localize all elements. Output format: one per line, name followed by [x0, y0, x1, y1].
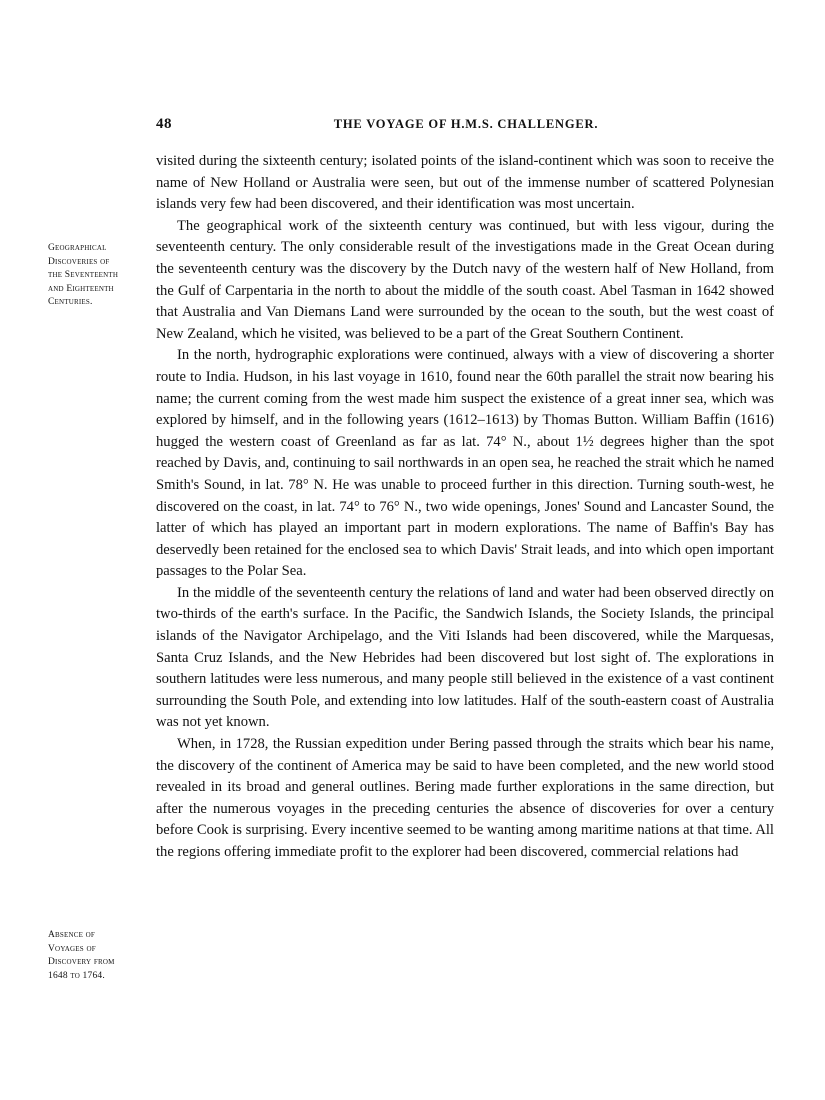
sidenote-line: 1648 to 1764.	[48, 970, 105, 981]
sidenote-line: the Seventeenth	[48, 270, 119, 280]
sidenote-line: Discovery from	[48, 957, 115, 967]
sidenote-line: and Eighteenth	[48, 283, 114, 294]
paragraph-mid-seventeenth-century: In the middle of the seventeenth century the relations of land and water had been observed directly on two-thirds of the earth's surface. In the Pacific, the Sandwich Islands, the Society Islands, the principal islands of the Navigator Archipelago, and the Viti Islands had been discovered, while the Marquesas, Santa Cruz Islands, and the New Hebrides had been discovered but lost sight of. The explorations in southern latitudes were less numerous, and many people still believed in the existence of a vast continent surrounding the South Pole, and extending into low latitudes. Half of the south-eastern coast of Australia was not yet known.	[156, 584, 774, 731]
paragraph-bering-expedition: When, in 1728, the Russian expedition under Bering passed through the straits which bear his name, the discovery of the continent of America may be said to have been completed, and the new world stood revealed in its broad and general outlines. Bering made further explorations in the same direction, but after the numerous voyages in the preceding centuries the absence of discoveries for over a century before Cook is surprising. Every incentive seemed to be wanting among maritime nations at that time. All the regions offering immediate profit to the explorer had been discovered, commercial relations had	[156, 736, 774, 860]
paragraph-continued: visited during the sixteenth century; isolated points of the island-continent which was soon to receive the name of New Holland or Australia were seen, but out of the immense number of scattered Polynesian islands very few had been discovered, and their identification was most uncertain.	[156, 153, 774, 213]
page-number: 48	[156, 116, 172, 132]
sidenote-geographical-discoveries	[48, 242, 158, 310]
paragraph-northern-explorations: In the north, hydrographic explorations were continued, always with a view of discovering a shorter route to India. Hudson, in his last voyage in 1610, found near the 60th parallel the strait now bearing his name; the current coming from the west made him suspect the existence of a great inner sea, which was explored by himself, and in the following years (1612–1613) by Thomas Button. William Baffin (1616) hugged the western coast of Greenland as far as lat. 74° N., about 1½ degrees higher than the spot reached by Davis, and, continuing to sail northwards in an open sea, he reached the strait which he named Smith's Sound, in lat. 78° N. He was unable to proceed further in this direction. Turning south-west, he discovered on the coast, in lat. 74° to 76° N., two wide openings, Jones' Sound and Lancaster Sound, the latter of which has played an important part in modern explorations. The name of Baffin's Bay has deservedly been retained for the enclosed sea to which Davis' Strait leads, and into which open important passages to the Polar Sea.	[156, 347, 775, 580]
sidenote-line: Voyages of	[48, 943, 96, 954]
sidenote-line: Discoveries of	[48, 256, 110, 267]
sidenote-absence-of-voyages	[48, 929, 158, 983]
running-title: THE VOYAGE OF H.M.S. CHALLENGER.	[333, 117, 599, 131]
body-text	[156, 151, 774, 864]
sidenote-line: Centuries.	[48, 297, 93, 307]
sidenote-line: Absence of	[48, 930, 96, 940]
paragraph-seventeenth-century: The geographical work of the sixteenth century was continued, but with less vigour, during the seventeenth century. The only considerable result of the investigations made in the Great Ocean during the seventeenth century was the discovery by the Dutch navy of the western half of New Holland, from the Gulf of Carpentaria in the north to about the middle of the south coast. Abel Tasman in 1642 showed that Australia and Van Diemans Land were surrounded by the ocean to the south, but the west coast of New Zealand, which he visited, was believed to be a part of the Great Southern Continent.	[156, 217, 774, 342]
page-header	[156, 116, 776, 136]
sidenote-line: Geographical	[48, 243, 107, 253]
